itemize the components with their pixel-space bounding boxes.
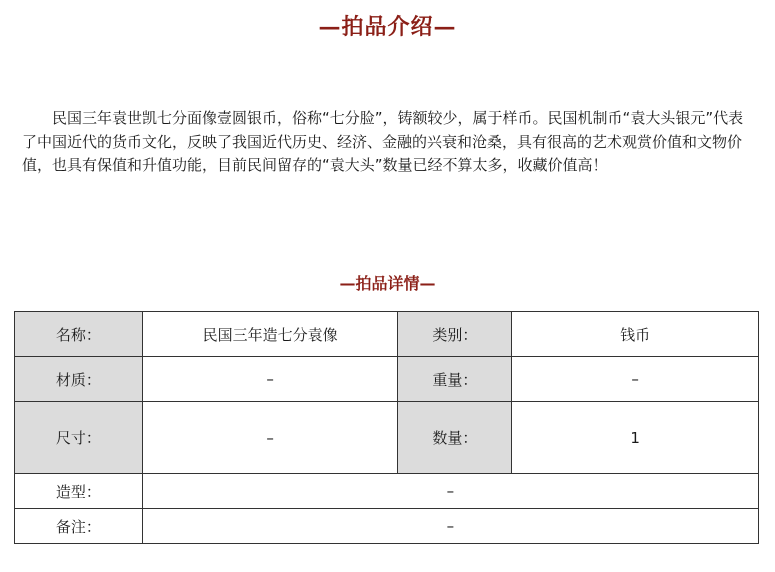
size-value: – xyxy=(142,402,398,474)
table-row xyxy=(15,474,759,509)
table-row xyxy=(15,357,759,402)
table-row xyxy=(15,402,759,474)
shape-label: 造型： xyxy=(15,474,143,509)
table-row xyxy=(15,312,759,357)
shape-value: – xyxy=(142,474,758,509)
material-label: 材质： xyxy=(15,357,143,402)
note-label: 备注： xyxy=(15,509,143,544)
table-row xyxy=(15,509,759,544)
intro-paragraph: 民国三年袁世凯七分面像壹圆银币，俗称“七分脸”，铸额较少，属于样币。民国机制币“袁大头银元”代表了中国近代的货币文化，反映了我国近代历史、经济、金融的兴衰和沧桑，具有很高的艺术观赏价值和文物价值，也具有保值和升值功能，目前民间留存的“袁大头”数量已经不算太多，收藏价值高！ xyxy=(22,109,744,174)
details-table xyxy=(14,311,759,544)
quantity-label: 数量： xyxy=(398,402,512,474)
weight-value: – xyxy=(512,357,759,402)
category-value: 钱币 xyxy=(512,312,759,357)
page-title: —拍品介绍— xyxy=(318,14,457,40)
size-label: 尺寸： xyxy=(15,402,143,474)
details-title: —拍品详情— xyxy=(339,274,436,293)
material-value: – xyxy=(142,357,398,402)
category-label: 类别： xyxy=(398,312,512,357)
name-value: 民国三年造七分袁像 xyxy=(142,312,398,357)
quantity-value: 1 xyxy=(512,402,759,474)
name-label: 名称： xyxy=(15,312,143,357)
weight-label: 重量： xyxy=(398,357,512,402)
note-value: – xyxy=(142,509,758,544)
